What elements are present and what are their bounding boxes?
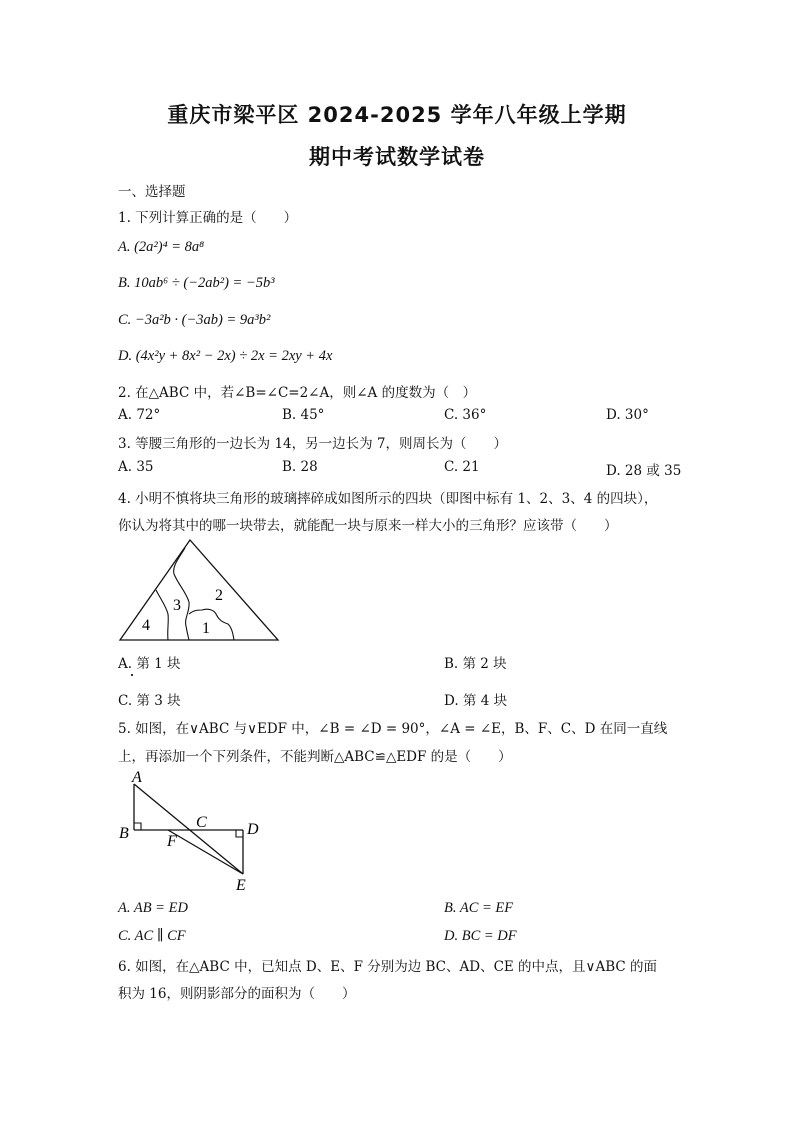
exam-title-line1: 重庆市梁平区 2024-2025 学年八年级上学期 (167, 103, 627, 127)
vertex-label-b: B (119, 825, 129, 842)
vertex-label-c: C (196, 814, 207, 831)
q3-option-d: D. 28 或 35 (606, 463, 682, 479)
q4-option-a: A. 第 1 块 (118, 656, 181, 672)
piece-label-1: 1 (202, 620, 210, 637)
piece-label-3: 3 (173, 597, 181, 614)
q4-option-b: B. 第 2 块 (444, 656, 507, 672)
q2-option-b: B. 45° (282, 407, 325, 423)
q3-option-b: B. 28 (282, 459, 318, 475)
q3-option-c: C. 21 (444, 459, 480, 475)
vertex-label-d: D (247, 821, 259, 838)
exam-title-line2: 期中考试数学试卷 (309, 145, 485, 169)
q3-option-a: A. 35 (118, 459, 154, 475)
q2-option-c: C. 36° (444, 407, 487, 423)
piece-label-4: 4 (142, 617, 150, 634)
q5-option-a: A. AB = ED (118, 900, 188, 916)
q1-option-c: C. −3a²b · (−3ab) = 9a³b² (118, 312, 271, 328)
q5-option-d: D. BC = DF (444, 928, 517, 944)
triangles-abc-edf-figure (112, 766, 272, 896)
q5-option-c: C. AC ∥ CF (118, 928, 186, 944)
q5-option-b: B. AC = EF (444, 900, 514, 916)
q6-stem-line1: 6. 如图，在△ABC 中，已知点 D、E、F 分别为边 BC、AD、CE 的中点，且∨ABC 的面 (118, 959, 657, 975)
section-heading: 一、选择题 (118, 184, 186, 200)
vertex-label-e: E (236, 877, 246, 894)
q2-stem: 2. 在△ABC 中，若∠B=∠C=2∠A，则∠A 的度数为（ ） (118, 385, 477, 401)
q4-option-d: D. 第 4 块 (444, 693, 508, 709)
q3-stem: 3. 等腰三角形的一边长为 14，另一边长为 7，则周长为（ ） (118, 436, 508, 452)
q6-stem-line2: 积为 16，则阴影部分的面积为（ ） (118, 986, 356, 1002)
q1-option-d: D. (4x²y + 8x² − 2x) ÷ 2x = 2xy + 4x (118, 348, 333, 364)
vertex-label-f: F (167, 833, 177, 850)
q5-stem-line2: 上，再添加一个下列条件，不能判断△ABC≌△EDF 的是（ ） (118, 749, 512, 765)
scan-speck (131, 674, 133, 676)
q2-option-d: D. 30° (606, 407, 649, 423)
q2-option-a: A. 72° (118, 407, 161, 423)
q1-stem: 1. 下列计算正确的是（ ） (118, 210, 298, 226)
q5-stem-line1: 5. 如图，在∨ABC 与∨EDF 中，∠B = ∠D = 90°，∠A = ∠E，B、F、C、D 在同一直线 (118, 721, 668, 737)
q4-stem-line2: 你认为将其中的哪一块带去，就能配一块与原来一样大小的三角形？应该带（ ） (118, 518, 618, 534)
q4-option-c: C. 第 3 块 (118, 693, 181, 709)
piece-label-2: 2 (215, 587, 223, 604)
vertex-label-a: A (132, 769, 142, 786)
q1-option-a: A. (2a²)⁴ = 8a⁸ (118, 239, 205, 255)
q1-option-b: B. 10ab⁶ ÷ (−2ab²) = −5b³ (118, 275, 275, 291)
broken-triangle-figure (116, 536, 282, 644)
q4-stem-line1: 4. 小明不慎将块三角形的玻璃摔碎成如图所示的四块（即图中标有 1、2、3、4 的四块）， (118, 491, 658, 507)
